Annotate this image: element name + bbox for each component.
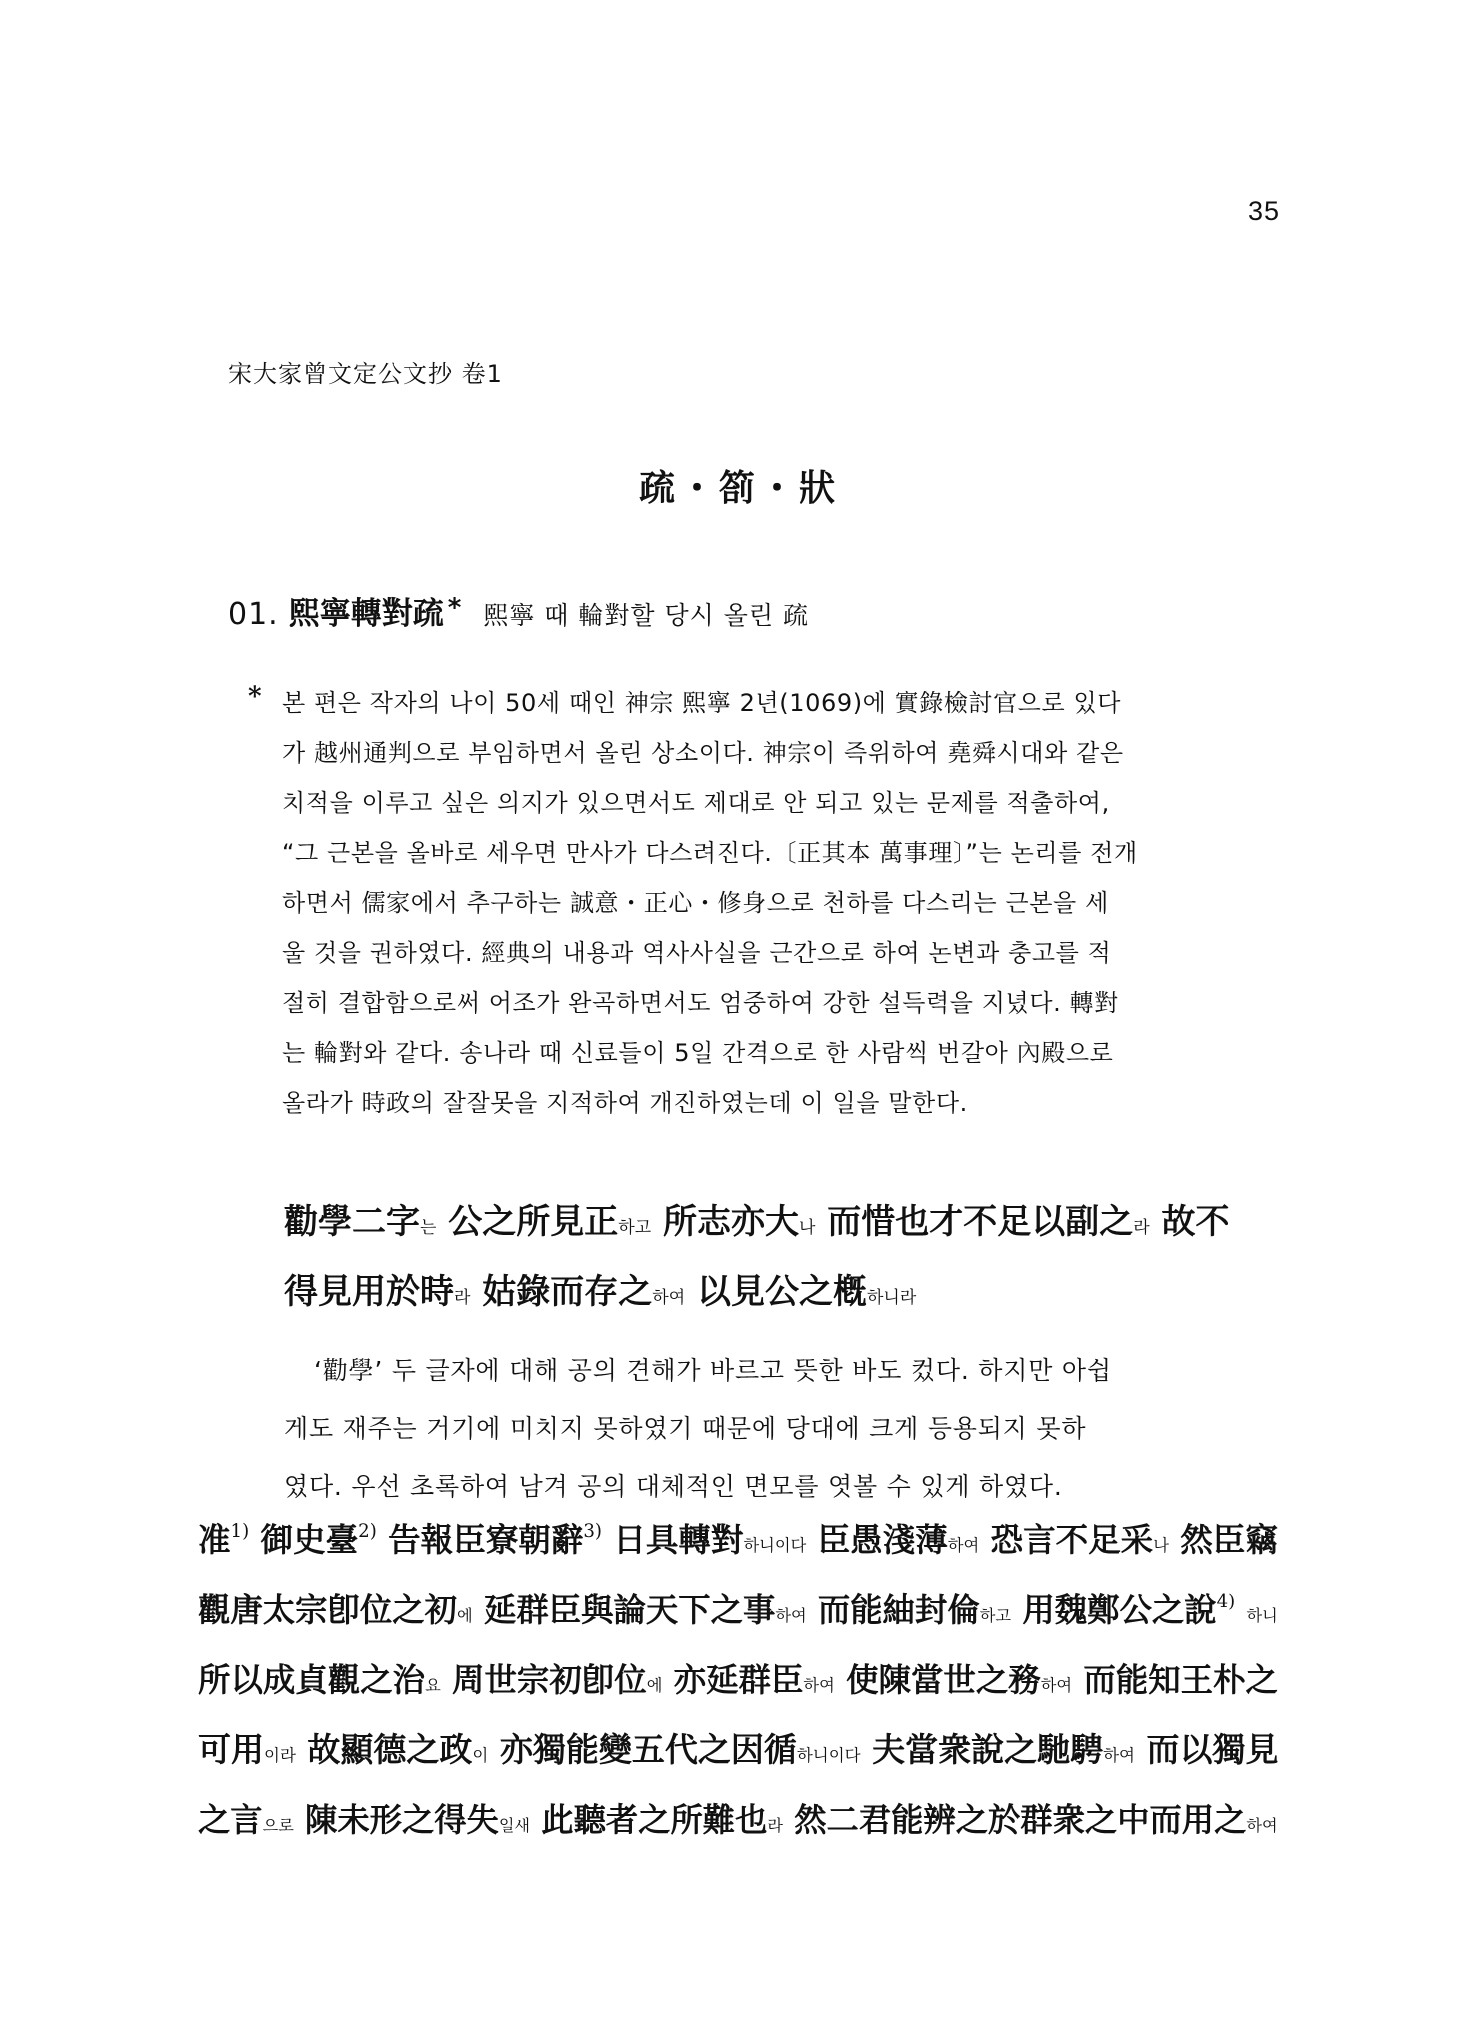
korean-particle: 하여 — [1040, 1676, 1073, 1695]
footnote-reference: 2) — [358, 1521, 377, 1542]
footnote-line: 올라가 時政의 잘잘못을 지적하여 개진하였는데 이 일을 말한다. — [282, 1089, 968, 1117]
main-text-line — [198, 1718, 1284, 1788]
hanja-segment: 然臣竊 — [1180, 1520, 1278, 1559]
article-title-hanja: 熙寧轉對疏 — [288, 596, 444, 632]
korean-particle: 요 — [425, 1676, 441, 1695]
commentary-translation-line: 였다. 우선 초록하여 남겨 공의 대체적인 면모를 엿볼 수 있게 하였다. — [284, 1472, 1063, 1501]
hanja-segment: 准 — [198, 1520, 231, 1559]
hanja-segment: 故不 — [1161, 1202, 1230, 1242]
hanja-segment: 所志亦大 — [662, 1202, 799, 1242]
korean-particle: 라 — [454, 1288, 471, 1308]
hanja-segment: 而能知王朴之 — [1083, 1661, 1278, 1699]
korean-particle: 하여 — [775, 1606, 807, 1625]
korean-particle: 이 — [472, 1746, 489, 1765]
hanja-segment: 以見公之槪 — [696, 1272, 867, 1312]
footnote-line: 본 편은 작자의 나이 50세 때인 神宗 熙寧 2년(1069)에 實錄檢討官으로 있다 — [282, 689, 1122, 717]
hanja-segment: 而惜也才不足以副之 — [827, 1202, 1134, 1242]
main-text-line — [198, 1508, 1284, 1578]
article-title-marker: * — [447, 593, 462, 623]
korean-particle: 하고 — [979, 1606, 1012, 1625]
footnote-line: 절히 결합함으로써 어조가 완곡하면서도 엄중하여 강한 설득력을 지녔다. 轉對 — [282, 989, 1119, 1017]
korean-particle: 하여 — [652, 1288, 686, 1308]
korean-particle: 하여 — [947, 1536, 980, 1555]
section-heading: 疏・箚・狀 — [638, 467, 839, 509]
hanja-segment: 得見用於時 — [284, 1272, 454, 1312]
korean-particle: 라 — [1133, 1218, 1150, 1238]
article-number: 01. — [228, 597, 279, 632]
hanja-segment: 御史臺 — [260, 1520, 359, 1559]
korean-particle: 하니 — [1246, 1606, 1278, 1625]
footnote-line: 하면서 儒家에서 추구하는 誠意・正心・修身으로 천하를 다스리는 근본을 세 — [282, 889, 1109, 917]
hanja-segment: 使陳當世之務 — [846, 1661, 1041, 1699]
korean-particle: 나 — [1153, 1536, 1169, 1555]
korean-particle: 에 — [457, 1606, 473, 1625]
korean-particle: 나 — [798, 1218, 816, 1238]
hanja-segment: 夫當衆說之馳騁 — [872, 1730, 1104, 1769]
commentary-translation-line: ‘勸學’ 두 글자에 대해 공의 견해가 바르고 뜻한 바도 컸다. 하지만 아쉽 — [314, 1356, 1112, 1385]
hanja-segment: 可用 — [198, 1730, 264, 1769]
footnote-block — [248, 678, 1260, 1128]
hanja-segment: 勸學二字 — [284, 1202, 420, 1242]
hanja-segment: 公之所見正 — [448, 1202, 619, 1242]
hanja-segment: 所以成貞觀之治 — [198, 1661, 426, 1699]
main-text-line — [198, 1648, 1284, 1718]
hanja-segment: 恐言不足采 — [990, 1520, 1154, 1559]
hanja-segment: 周世宗初卽位 — [452, 1661, 647, 1699]
hanja-segment: 告報臣寮朝辭 — [388, 1520, 584, 1559]
footnote-line: 는 輪對와 같다. 송나라 때 신료들이 5일 간격으로 한 사람씩 번갈아 內殿으로 — [282, 1039, 1114, 1067]
main-text-line — [198, 1788, 1284, 1858]
footnote-reference: 3) — [583, 1521, 602, 1542]
footnote-line: 치적을 이루고 싶은 의지가 있으면서도 제대로 안 되고 있는 문제를 적출하여, — [282, 789, 1110, 817]
hanja-segment: 之言 — [198, 1801, 263, 1839]
article-title-gloss: 熙寧 때 輪對할 당시 올린 疏 — [483, 601, 809, 630]
korean-particle: 에 — [646, 1676, 663, 1695]
korean-particle: 는 — [420, 1218, 437, 1238]
running-header: 宋大家曾文定公文抄 卷1 — [228, 360, 503, 388]
korean-particle: 이라 — [264, 1746, 296, 1765]
commentary-hanja-line — [284, 1260, 1244, 1330]
hanja-segment: 姑錄而存之 — [482, 1272, 653, 1312]
korean-particle: 일새 — [498, 1816, 531, 1835]
main-text-line — [198, 1578, 1284, 1648]
hanja-segment: 然二君能辨之於群衆之中而用之 — [794, 1801, 1247, 1839]
hanja-segment: 故顯德之政 — [307, 1730, 473, 1769]
korean-particle: 하니이다 — [796, 1746, 861, 1765]
footnote-line: 울 것을 권하였다. 經典의 내용과 역사사실을 근간으로 하여 논변과 충고를 적 — [282, 939, 1112, 967]
page-number: 35 — [1247, 196, 1280, 226]
korean-particle: 하고 — [618, 1218, 652, 1238]
footnote-reference: 1) — [230, 1521, 250, 1542]
hanja-segment: 此聽者之所難也 — [541, 1801, 768, 1839]
footnote-line: “그 근본을 올바로 세우면 만사가 다스려진다.〔正其本 萬事理〕”는 논리를 전개 — [282, 839, 1138, 867]
hanja-segment: 而能紬封倫 — [817, 1591, 980, 1629]
hanja-segment: 陳未形之得失 — [305, 1801, 499, 1839]
korean-particle: 하여 — [1103, 1746, 1135, 1765]
hanja-segment: 亦獨能變五代之因循 — [499, 1730, 797, 1769]
korean-particle: 으로 — [262, 1816, 294, 1835]
footnote-reference: 4) — [1216, 1591, 1236, 1612]
commentary-translation-line: 게도 재주는 거기에 미치지 못하였기 때문에 당대에 크게 등용되지 못하 — [284, 1414, 1087, 1443]
korean-particle: 라 — [767, 1816, 783, 1835]
hanja-segment: 亦延群臣 — [673, 1661, 804, 1699]
article-title — [228, 588, 809, 633]
footnote-marker: * — [248, 682, 262, 712]
hanja-segment: 臣愚淺薄 — [817, 1520, 948, 1559]
hanja-segment: 延群臣與論天下之事 — [483, 1591, 776, 1629]
hanja-segment: 用魏鄭公之說 — [1022, 1591, 1217, 1629]
commentary-block — [284, 1190, 1244, 1516]
korean-particle: 하여 — [803, 1676, 835, 1695]
hanja-segment: 日具轉對 — [613, 1520, 744, 1559]
footnote-line: 가 越州通判으로 부임하면서 올린 상소이다. 神宗이 즉위하여 堯舜시대와 같은 — [282, 739, 1124, 767]
korean-particle: 하니라 — [866, 1288, 917, 1308]
korean-particle: 하여 — [1246, 1816, 1278, 1835]
commentary-hanja-line — [284, 1190, 1244, 1260]
hanja-segment: 觀唐太宗卽位之初 — [198, 1591, 458, 1629]
commentary-translation — [284, 1342, 1244, 1516]
hanja-segment: 而以獨見 — [1146, 1730, 1279, 1769]
korean-particle: 하니이다 — [743, 1536, 807, 1555]
main-text-block — [198, 1508, 1284, 1858]
